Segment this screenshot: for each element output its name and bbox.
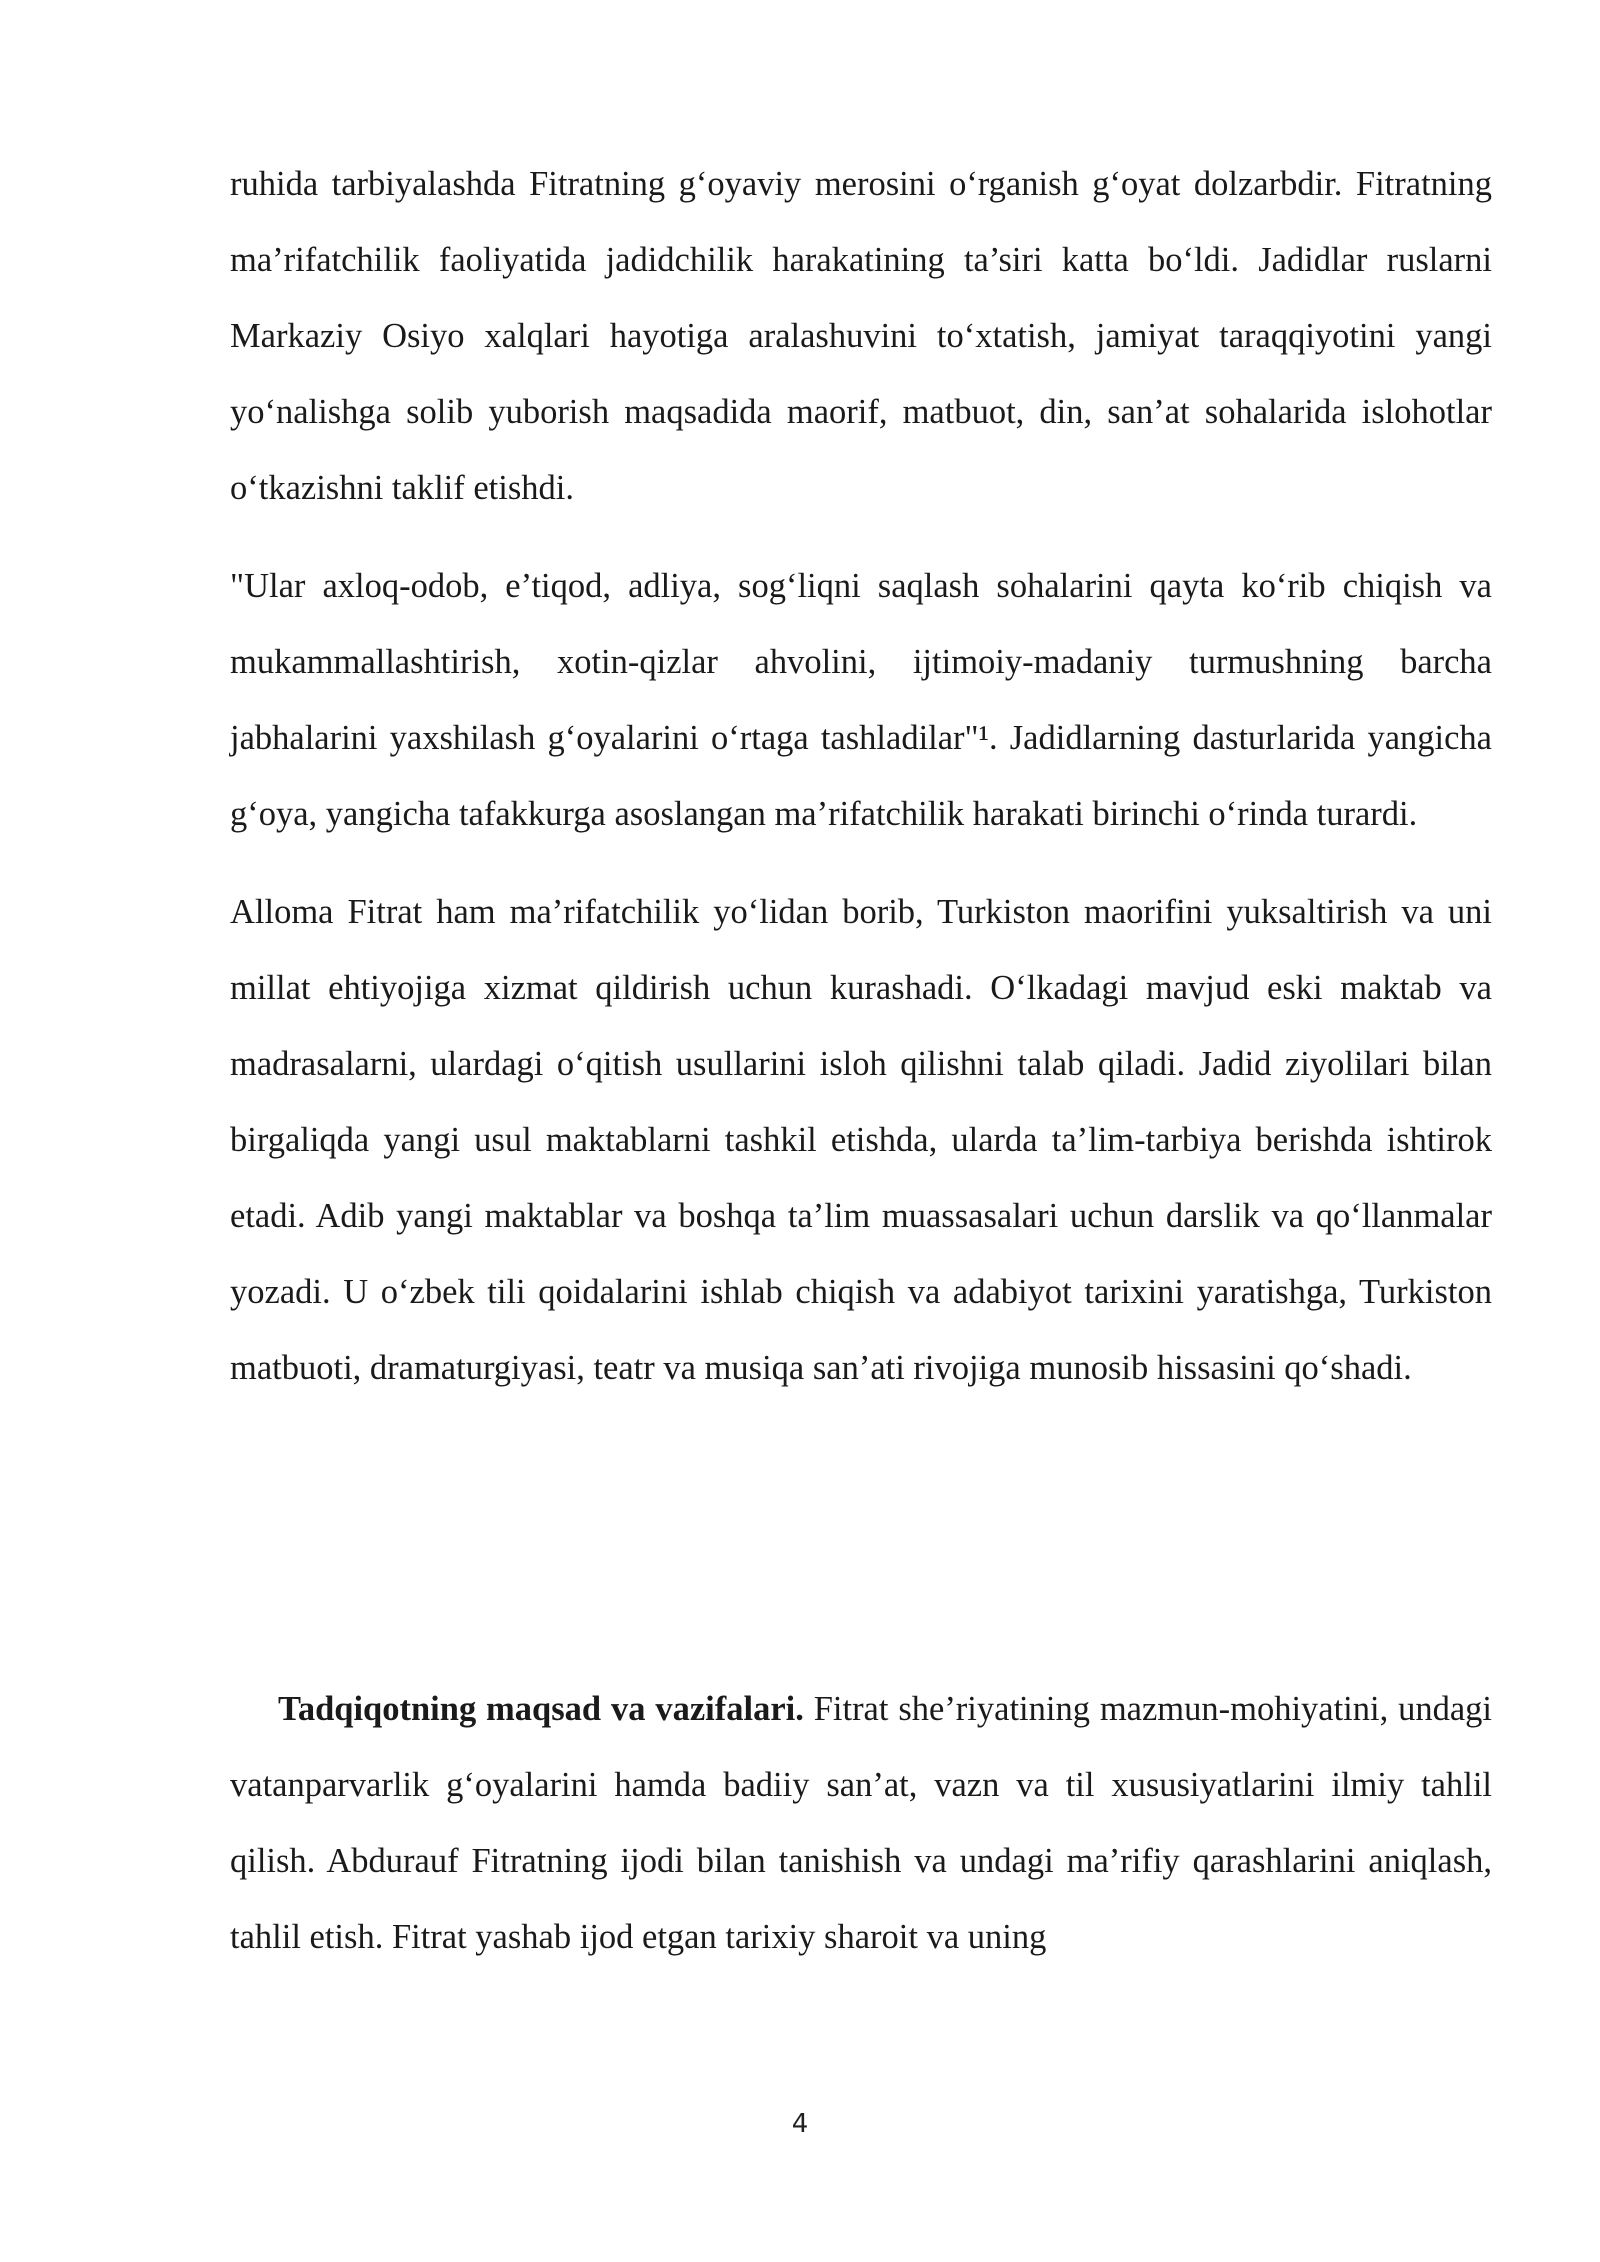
body-text <box>230 146 1492 1406</box>
section-text: Fitrat she’riyatining mazmun-mohiyatini, undagi vatanparvarlik g‘oyalarini hamda badiiy san’at, vazn va til xususiyatlarini ilmiy tahlil qilish. Abdurauf Fitratning ijodi bilan tanishish va undagi ma’rifiy qarashlarini aniqlash, tahlil etish. Fitrat yashab ijod etgan tarixiy sharoit va uning <box>230 1690 1492 1956</box>
paragraph-quote <box>230 548 1492 852</box>
paragraph-intro: ruhida tarbiyalashda Fitratning g‘oyaviy merosini o‘rganish g‘oyat dolzarbdir. Fitratning ma’rifatchilik faoliyatida jadidchilik harakatining ta’siri katta bo‘ldi. Jadidlar ruslarni Markaziy Osiyo xalqlari hayotiga aralashuvini to‘xtatish, jamiyat taraqqiyotini yangi yo‘nalishga solib yuborish maqsadida maorif, matbuot, din, san’at sohalarida islohotlar o‘tkazishni taklif etishdi. <box>230 165 1492 507</box>
quote-continuation: . Jadidlarning dasturlarida yangicha g‘oya, yangicha tafakkurga asoslangan ma’rifatchilik harakati birinchi o‘rinda turardi. <box>230 719 1492 833</box>
paragraph-research-goals <box>230 1671 1492 1975</box>
paragraph-fitrat: Alloma Fitrat ham ma’rifatchilik yo‘lidan borib, Turkiston maorifini yuksaltirish va uni millat ehtiyojiga xizmat qildirish uchun kurashadi. O‘lkadagi mavjud eski maktab va madrasalarni, ulardagi o‘qitish usullarini isloh qilishni talab qiladi. Jadid ziyolilari bilan birgaliqda yangi usul maktablarni tashkil etishda, ularda ta’lim-tarbiya berishda ishtirok etadi. Adib yangi maktablar va boshqa ta’lim muassasalari uchun darslik va qo‘llanmalar yozadi. U o‘zbek tili qoidalarini ishlab chiqish va adabiyot tarixini yaratishga, Turkiston matbuoti, dramaturgiyasi, teatr va musiqa san’ati rivojiga munosib hissasini qo‘shadi. <box>230 893 1492 1387</box>
footnote-reference[interactable]: ¹ <box>978 719 989 757</box>
section-heading: Tadqiqotning maqsad va vazifalari. <box>278 1690 804 1728</box>
quote-text: "Ular axloq-odob, e’tiqod, adliya, sog‘liqni saqlash sohalarini qayta ko‘rib chiqish va mukammallashtirish, xotin-qizlar ahvolini, ijtimoiy-madaniy turmushning barcha jabhalarini yaxshilash g‘oyalarini o‘rtaga tashladilar" <box>230 567 1492 757</box>
page-number: 4 <box>791 2109 809 2139</box>
